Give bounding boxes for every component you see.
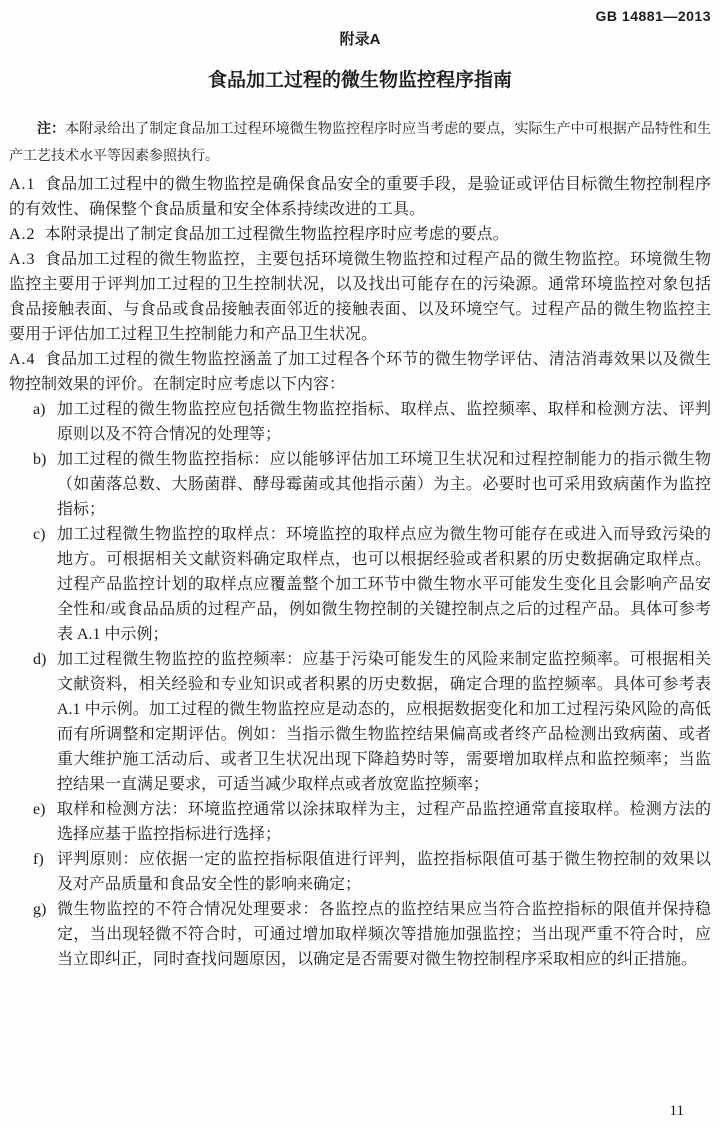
- note-text: 本附录给出了制定食品加工过程环境微生物监控程序时应当考虑的要点，实际生产中可根据产品特性和生产工艺技术水平等因素参照执行。: [9, 122, 712, 164]
- clause-text-A2: 本附录提出了制定食品加工过程微生物监控程序时应考虑的要点。: [44, 226, 509, 243]
- clause-label-A1: A.1: [9, 176, 36, 193]
- page-number: 11: [669, 1103, 684, 1119]
- clause-text-A3: 食品加工过程的微生物监控，主要包括环境微生物监控和过程产品的微生物监控。环境微生物监控主要用于评判加工过程的卫生控制状况，以及找出可能存在的污染源。通常环境监控对象包括食品接触表面、与食品或食品接触表面邻近的接触表面、以及环境空气。过程产品的微生物监控主要用于评估加工过程卫生控制能力和产品卫生状况。: [9, 251, 711, 343]
- paragraph-A3: [9, 247, 711, 347]
- list-text-b: 加工过程的微生物监控指标：应以能够评估加工环境卫生状况和过程控制能力的指示微生物（如菌落总数、大肠菌群、酵母霉菌或其他指示菌）为主。必要时也可采用致病菌作为监控指标；: [57, 451, 711, 518]
- note-label: 注：: [37, 122, 66, 137]
- list-text-c: 加工过程微生物监控的取样点：环境监控的取样点应为微生物可能存在或进入而导致污染的地方。可根据相关文献资料确定取样点，也可以根据经验或者积累的历史数据确定取样点。过程产品监控计划的取样点应覆盖整个加工环节中微生物水平可能发生变化且会影响产品安全性和/或食品品质的过程产品，例如微生物控制的关键控制点之后的过程产品。具体可参考表 A.1 中示例；: [57, 526, 711, 643]
- paragraph-A4: [9, 347, 711, 397]
- list-item-a: [9, 397, 711, 447]
- clause-text-A1: 食品加工过程中的微生物监控是确保食品安全的重要手段，是验证或评估目标微生物控制程序的有效性、确保整个食品质量和安全体系持续改进的工具。: [9, 176, 711, 218]
- list-text-a: 加工过程的微生物监控应包括微生物监控指标、取样点、监控频率、取样和检测方法、评判原则以及不符合情况的处理等；: [57, 401, 711, 443]
- body-text: [9, 172, 711, 972]
- paragraph-A1: [9, 172, 711, 222]
- clause-label-A2: A.2: [9, 226, 36, 243]
- list-item-c: [9, 522, 711, 647]
- list-text-g: 微生物监控的不符合情况处理要求：各监控点的监控结果应当符合监控指标的限值并保持稳定，当出现轻微不符合时，可通过增加取样频次等措施加强监控；当出现严重不符合时，应当立即纠正，同时查找问题原因，以确定是否需要对微生物控制程序采取相应的纠正措施。: [57, 901, 711, 968]
- note-paragraph: [9, 116, 711, 170]
- appendix-label: 附录A: [339, 31, 381, 48]
- list-label-c: c): [33, 526, 46, 543]
- standard-number: GB 14881—2013: [595, 8, 711, 24]
- clause-label-A3: A.3: [9, 251, 36, 268]
- list-item-b: [9, 447, 711, 522]
- clause-label-A4: A.4: [9, 351, 36, 368]
- list-item-e: [9, 797, 711, 847]
- list-label-e: e): [33, 801, 46, 818]
- list-text-d: 加工过程微生物监控的监控频率：应基于污染可能发生的风险来制定监控频率。可根据相关文献资料，相关经验和专业知识或者积累的历史数据，确定合理的监控频率。具体可参考表 A.1 中示例。加工过程的微生物监控应是动态的，应根据数据变化和加工过程污染风险的高低而有所调整和定期评估。例如：当指示微生物监控结果偏高或者终产品检测出致病菌、或者重大维护施工活动后、或者卫生状况出现下降趋势时等，需要增加取样点和监控频率；当监控结果一直满足要求，可适当减少取样点或者放宽监控频率；: [57, 651, 711, 793]
- list-text-f: 评判原则：应依据一定的监控指标限值进行评判，监控指标限值可基于微生物控制的效果以及对产品质量和食品安全性的影响来确定；: [57, 851, 711, 893]
- clause-text-A4: 食品加工过程的微生物监控涵盖了加工过程各个环节的微生物学评估、清洁消毒效果以及微生物控制效果的评价。在制定时应考虑以下内容：: [9, 351, 711, 393]
- list-label-g: g): [33, 901, 47, 918]
- list-text-e: 取样和检测方法：环境监控通常以涂抹取样为主，过程产品监控通常直接取样。检测方法的选择应基于监控指标进行选择；: [57, 801, 711, 843]
- list-label-f: f): [33, 851, 44, 868]
- list-label-a: a): [33, 401, 46, 418]
- lettered-list: [9, 397, 711, 972]
- list-item-g: [9, 897, 711, 972]
- list-item-d: [9, 647, 711, 797]
- page-title: 食品加工过程的微生物监控程序指南: [207, 70, 512, 91]
- paragraph-A2: [9, 222, 711, 247]
- list-label-d: d): [33, 651, 47, 668]
- list-item-f: [9, 847, 711, 897]
- list-label-b: b): [33, 451, 47, 468]
